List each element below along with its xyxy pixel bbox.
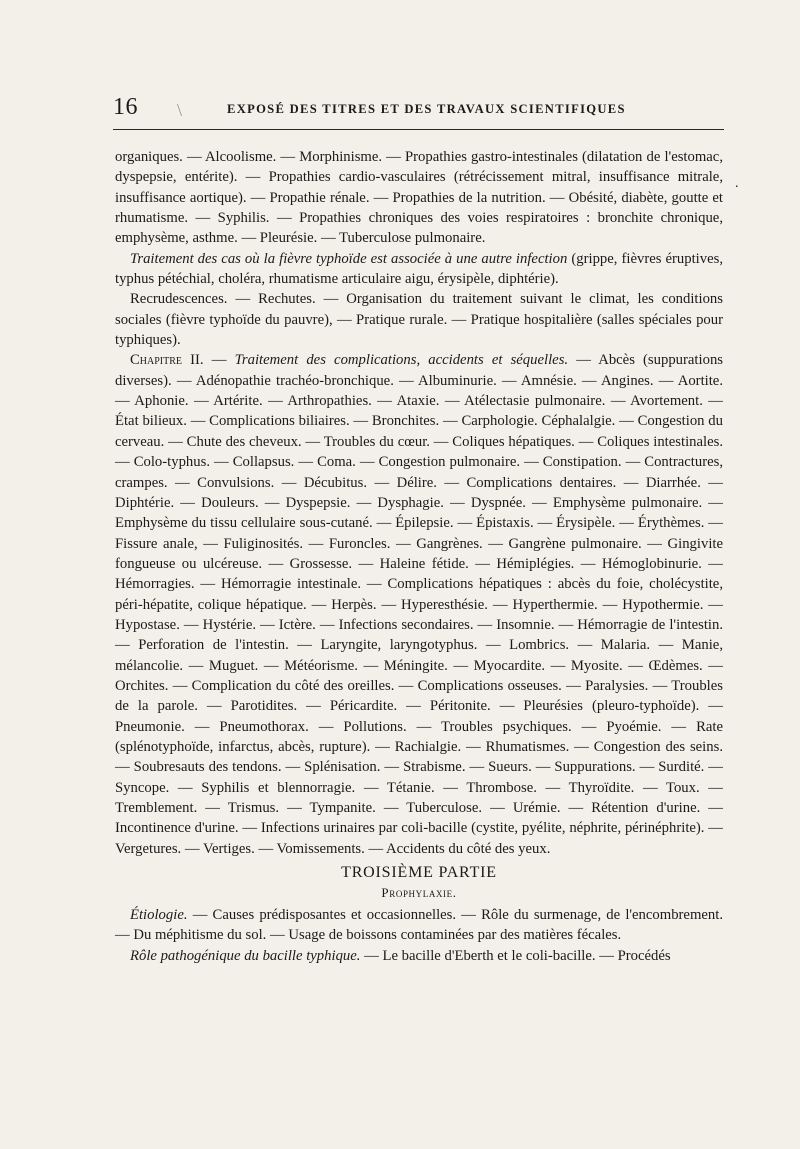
margin-dot: . <box>735 176 739 191</box>
paragraph-text: — Abcès (suppurations diverses). — Adénopathie trachéo-bronchique. — Albuminurie. — Amnésie. — Angines. — Aortite. — Aphonie. — Artérite. — Arthropathies. — Ataxie. — Atélectasie pulmonaire. — Avortement. — État bilieux. — Complications biliaires. — Bronchites. — Carphologie. Céphalalgie. — Congestion du cerveau. — Chute des cheveux. — Troubles du cœur. — Coliques hépatiques. — Coliques intestinales. — Colo-typhus. — Collapsus. — Coma. — Congestion pulmonaire. — Constipation. — Contractures, crampes. — Convulsions. — Décubitus. — Délire. — Complications dentaires. — Diarrhée. — Diphtérie. — Douleurs. — Dyspepsie. — Dysphagie. — Dyspnée. — Emphysème pulmonaire. — Emphysème du tissu cellulaire sous-cutané. — Épilepsie. — Épistaxis. — Érysipèle. — Érythèmes. — Fissure anale, — Fuliginosités. — Furoncles. — Gangrènes. — Gangrène pulmonaire. — Gingivite fongueuse ou ulcéreuse. — Grossesse. — Haleine fétide. — Hémiplégies. — Hémoglobinurie. — Hémorragies. — Hémorragie intestinale. — Complications hépatiques : abcès du foie, cholécystite, péri-hépatite, colique hépatique. — Herpès. — Hyperesthésie. — Hyperthermie. — Hypothermie. — Hypostase. — Hystérie. — Ictère. — Infections secondaires. — Insomnie. — Hémorragie de l'intestin. — Perforation de l'intestin. — Laryngite, laryngotyphus. — Lombrics. — Malaria. — Manie, mélancolie. — Muguet. — Météorisme. — Méningite. — Myocardite. — Myosite. — Œdèmes. — Orchites. — Complication du côté des oreilles. — Complications osseuses. — Paralysies. — Troubles de la parole. — Parotidites. — Péricardite. — Péritonite. — Pleurésies (pleuro-typhoïde). — Pneumonie. — Pneumothorax. — Pollutions. — Troubles psychiques. — Pyoémie. — Rate (splénotyphoïde, infarctus, abcès, rupture). — Rachialgie. — Rhumatismes. — Congestion des seins. — Soubresauts des tendons. — Splénisation. — Strabisme. — Sueurs. — Suppurations. — Surdité. — Syncope. — Syphilis et blennorragie. — Tétanie. — Thrombose. — Thyroïdite. — Toux. — Tremblement. — Trismus. — Tympanite. — Tuberculose. — Urémie. — Rétention d'urine. — Incontinence d'urine. — Infections urinaires par coli-bacille (cystite, pyélite, néphrite, périnéphrite). — Vergetures. — Vertiges. — Vomissements. — Accidents du côté des yeux. <box>115 352 723 857</box>
header-rule <box>113 129 724 130</box>
chapter-dash: — <box>203 352 235 369</box>
chapter-label: Chapitre II. <box>130 352 204 369</box>
paragraph-recrudescences: Recrudescences. — Rechutes. — Organisation du traitement suivant le climat, les conditions sociales (fièvre typhoïde du pauvre), — Pratique rurale. — Pratique hospitalière (salles spéciales pour typhiques). <box>115 291 723 349</box>
paragraph-chapter-ii <box>115 350 723 859</box>
part-subtitle: Prophylaxie. <box>381 885 457 901</box>
page-header <box>113 94 725 122</box>
running-head: EXPOSÉ DES TITRES ET DES TRAVAUX SCIENTIFIQUES <box>227 102 626 116</box>
paragraph-associated-infection <box>115 249 723 290</box>
paragraph-propathies: organiques. — Alcoolisme. — Morphinisme. — Propathies gastro-intestinales (dilatation de l'estomac, dyspepsie, entérite). — Propathies cardio-vasculaires (rétrécissement mitral, insuffisance mitrale, insuffisance aortique). — Propathie rénale. — Propathies de la nutrition. — Obésité, diabète, goutte et rhumatisme. — Syphilis. — Propathies chroniques des voies respiratoires : bronchite chronique, emphysème, asthme. — Pleurésie. — Tuberculose pulmonaire. <box>115 149 723 247</box>
paragraph-bacille <box>115 946 723 966</box>
page-number: 16 <box>113 94 138 120</box>
paragraph-etiologie <box>115 905 723 946</box>
paragraph-text: — Le bacille d'Eberth et le coli-bacille. — Procédés <box>360 947 671 964</box>
paragraph-text: (grippe, fièvres éruptives, typhus pétéchial, choléra, rhumatisme articulaire aigu, érysipèle, diphtérie). <box>115 250 723 288</box>
paragraph-italic-lead: Traitement des cas où la fièvre typhoïde est associée à une autre infection <box>130 250 568 267</box>
chapter-title: Traitement des complications, accidents et séquelles. <box>234 352 569 369</box>
page-body <box>115 147 723 966</box>
paragraph-italic-lead: Étiologie. <box>130 907 188 924</box>
margin-mark: \ <box>177 100 183 120</box>
paragraph-text: — Causes prédisposantes et occasionnelles. — Rôle du surmenage, de l'encombrement. — Du méphitisme du sol. — Usage de boissons contaminées par des matières fécales. <box>115 907 723 944</box>
part-title: TROISIÈME PARTIE <box>341 864 497 882</box>
paragraph-italic-lead: Rôle pathogénique du bacille typhique. <box>130 947 361 964</box>
